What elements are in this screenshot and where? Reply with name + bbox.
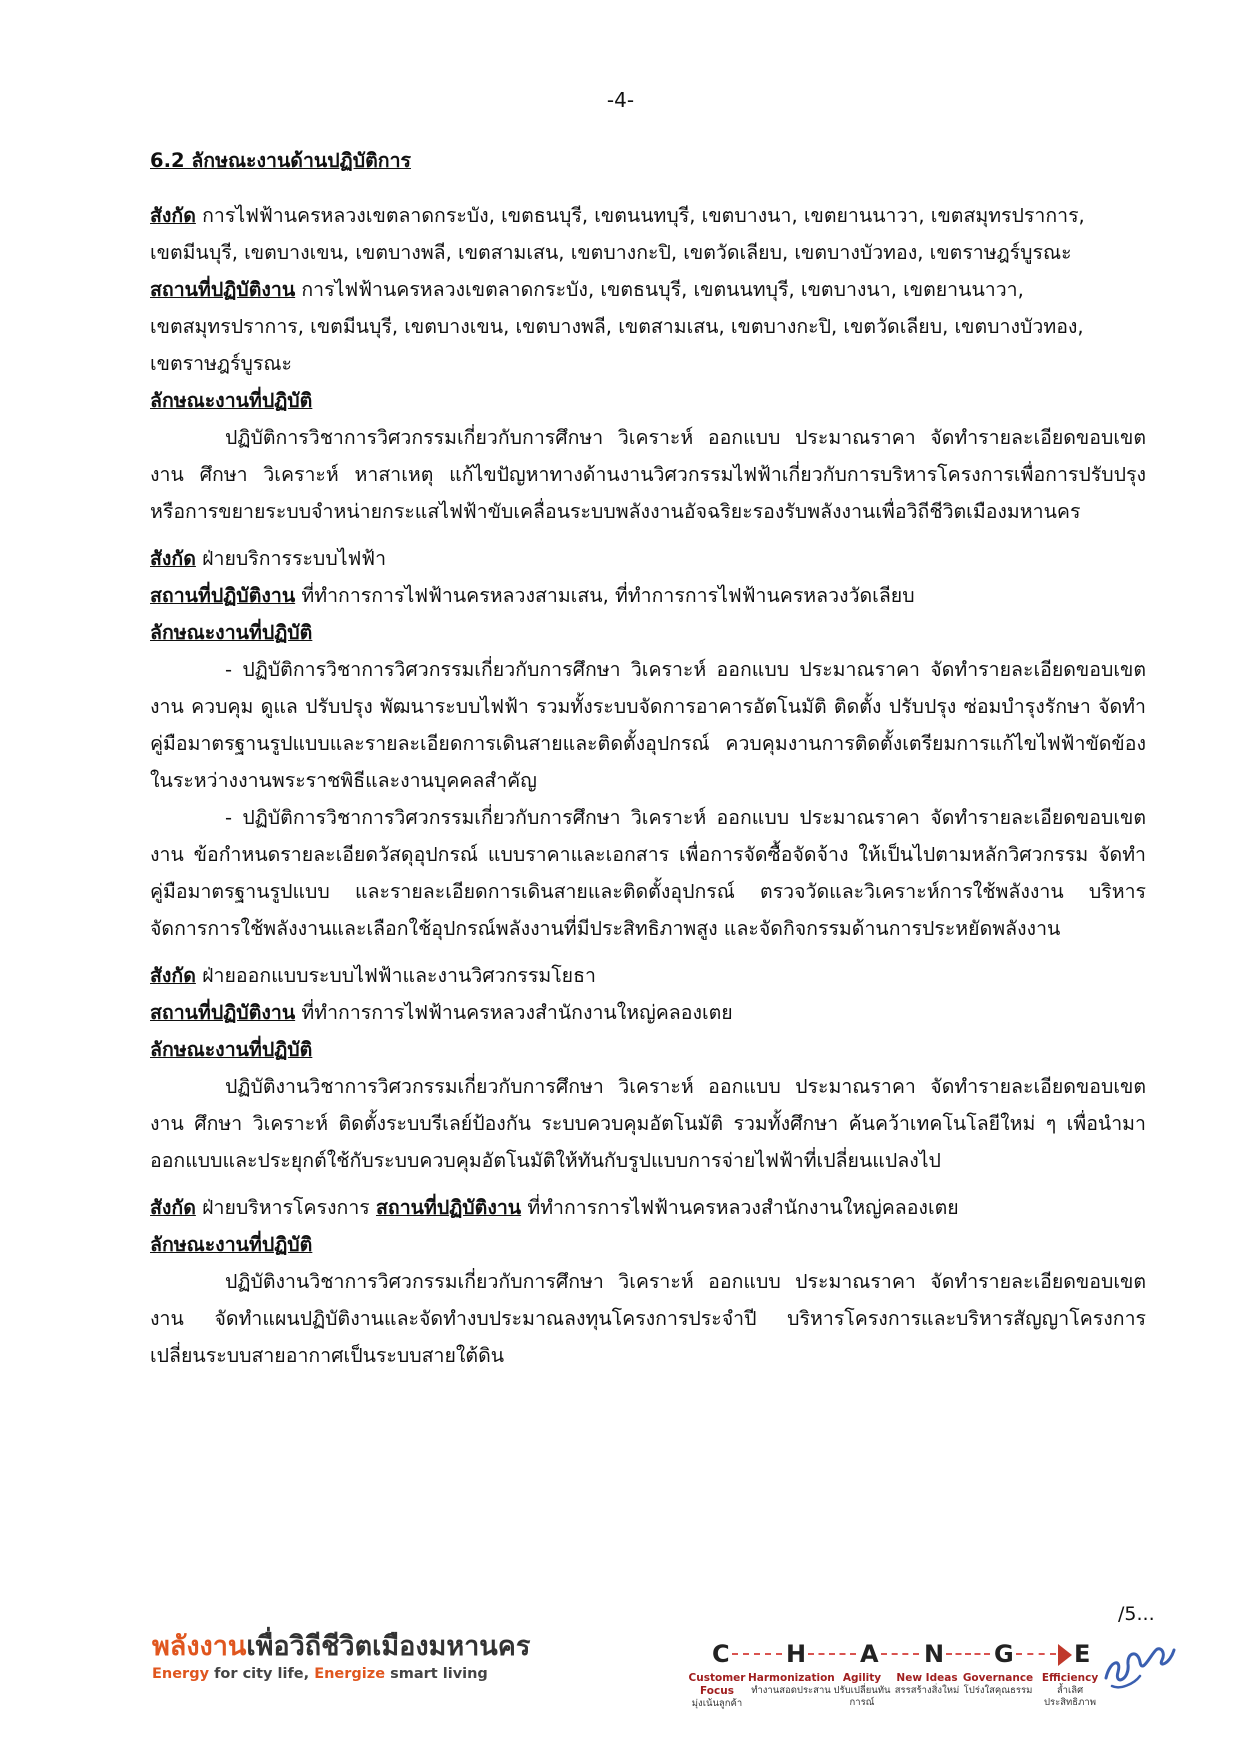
slogan-english-part: smart living xyxy=(385,1666,488,1682)
next-page-marker: /5... xyxy=(1118,1603,1155,1625)
change-value xyxy=(890,1672,964,1697)
change-letter: N xyxy=(924,1640,945,1668)
job-description-text: - ปฏิบัติการวิชาการวิศวกรรมเกี่ยวกับการศึกษา วิเคราะห์ ออกแบบ ประมาณราคา จัดทำรายละเอียดขอบเขตงาน ควบคุม ดูแล ปรับปรุง พัฒนาระบบไฟฟ้า รวมทั้งระบบจัดการอาคารอัตโนมัติ ติดตั้ง ปรับปรุง ซ่อมบำรุงรักษา จัดทำคู่มือมาตรฐานรูปแบบและรายละเอียดการเดินสายและติดตั้งอุปกรณ์ ควบคุมงานการติดตั้งเตรียมการแก้ไขไฟฟ้าขัดข้องในระหว่างงานพระราชพิธีและงานบุคคลสำคัญ xyxy=(150,658,1146,792)
change-value xyxy=(1034,1672,1106,1709)
change-values-logo xyxy=(676,1640,1106,1740)
affiliation-label: สังกัด xyxy=(150,1196,196,1219)
affiliation-line xyxy=(150,1189,1146,1226)
document-body xyxy=(150,142,1146,1374)
change-letter: E xyxy=(1074,1640,1091,1668)
workplace-value: การไฟฟ้านครหลวงเขตลาดกระบัง, เขตธนบุรี, เขตนนทบุรี, เขตบางนา, เขตยานนาวา, xyxy=(295,278,1024,301)
job-description-text: ปฏิบัติงานวิชาการวิศวกรรมเกี่ยวกับการศึกษา วิเคราะห์ ออกแบบ ประมาณราคา จัดทำรายละเอียดขอบเขตงาน ศึกษา วิเคราะห์ ติดตั้งระบบรีเลย์ป้องกัน ระบบควบคุมอัตโนมัติ รวมทั้งศึกษา ค้นคว้าเทคโนโลยีใหม่ ๆ เพื่อนำมาออกแบบและประยุกต์ใช้กับระบบควบคุมอัตโนมัติให้ทันกับรูปแบบการจ่ายไฟฟ้าที่เปลี่ยนแปลงไป xyxy=(150,1075,1146,1172)
change-value-th: โปร่งใสคุณธรรม xyxy=(963,1685,1033,1696)
group-project-management xyxy=(150,1189,1146,1374)
job-description-label: ลักษณะงานที่ปฏิบัติ xyxy=(150,1038,313,1061)
affiliation-value: การไฟฟ้านครหลวงเขตลาดกระบัง, เขตธนบุรี, เขตนนทบุรี, เขตบางนา, เขตยานนาวา, เขตสมุทรปราการ, xyxy=(195,204,1085,227)
affiliation-label: สังกัด xyxy=(150,964,196,987)
page-number: -4- xyxy=(606,88,635,112)
slogan-english-part: Energy xyxy=(152,1666,210,1682)
change-value-en: Agility xyxy=(842,1672,882,1684)
slogan-thai-highlight: พลังงาน xyxy=(152,1631,247,1662)
job-description-label: ลักษณะงานที่ปฏิบัติ xyxy=(150,621,313,644)
change-value-th: ทำงานสอดประสาน xyxy=(751,1685,831,1696)
arrow-icon xyxy=(1058,1644,1072,1666)
job-description-label: ลักษณะงานที่ปฏิบัติ xyxy=(150,1233,313,1256)
workplace-label: สถานที่ปฏิบัติงาน xyxy=(150,584,296,607)
slogan-thai xyxy=(152,1630,530,1664)
affiliation-line xyxy=(150,540,1146,577)
section-title: 6.2 ลักษณะงานด้านปฏิบัติการ xyxy=(150,149,411,172)
change-value-th: สรรสร้างสิ่งใหม่ xyxy=(894,1685,960,1696)
affiliation-value: ฝ่ายออกแบบระบบไฟฟ้าและงานวิศวกรรมโยธา xyxy=(195,964,596,987)
change-letter: H xyxy=(786,1640,807,1668)
workplace-line xyxy=(150,271,1146,308)
footer-slogan xyxy=(152,1630,530,1684)
change-value-en: Harmonization xyxy=(748,1672,835,1684)
job-description-label: ลักษณะงานที่ปฏิบัติ xyxy=(150,389,313,412)
signature-icon xyxy=(1100,1620,1180,1699)
affiliation-line-continued: เขตมีนบุรี, เขตบางเขน, เขตบางพลี, เขตสามเสน, เขตบางกะปิ, เขตวัดเลียบ, เขตบางบัวทอง, เขตราษฎร์บูรณะ xyxy=(150,241,1072,264)
workplace-label: สถานที่ปฏิบัติงาน xyxy=(375,1196,522,1219)
workplace-label: สถานที่ปฏิบัติงาน xyxy=(150,1001,296,1024)
change-value-en: New Ideas xyxy=(896,1672,958,1684)
workplace-value: ที่ทำการการไฟฟ้านครหลวงสำนักงานใหญ่คลองเตย xyxy=(521,1196,959,1219)
workplace-line-continued: เขตสมุทรปราการ, เขตมีนบุรี, เขตบางเขน, เขตบางพลี, เขตสามเสน, เขตบางกะปิ, เขตวัดเลียบ, เขตบางบัวทอง, xyxy=(150,315,1084,338)
change-value-th: มุ่งเน้นลูกค้า xyxy=(691,1698,743,1709)
group-design-civil xyxy=(150,957,1146,1179)
group-electrical-service xyxy=(150,540,1146,947)
affiliation-line xyxy=(150,197,1146,234)
affiliation-line xyxy=(150,957,1146,994)
change-value-en: Governance xyxy=(962,1672,1034,1684)
job-description-text: - ปฏิบัติการวิชาการวิศวกรรมเกี่ยวกับการศึกษา วิเคราะห์ ออกแบบ ประมาณราคา จัดทำรายละเอียดขอบเขตงาน ข้อกำหนดรายละเอียดวัสดุอุปกรณ์ แบบราคาและเอกสาร เพื่อการจัดซื้อจัดจ้าง ให้เป็นไปตามหลักวิศวกรรม จัดทำคู่มือมาตรฐานรูปแบบ และรายละเอียดการเดินสายและติดตั้งอุปกรณ์ ตรวจวัดและวิเคราะห์การใช้พลังงาน บริหารจัดการการใช้พลังงานและเลือกใช้อุปกรณ์พลังงานที่มีประสิทธิภาพสูง และจัดกิจกรรมด้านการประหยัดพลังงาน xyxy=(150,806,1146,940)
job-description-text: ปฏิบัติการวิชาการวิศวกรรมเกี่ยวกับการศึกษา วิเคราะห์ ออกแบบ ประมาณราคา จัดทำรายละเอียดขอบเขตงาน ศึกษา วิเคราะห์ หาสาเหตุ แก้ไขปัญหาทางด้านงานวิศวกรรมไฟฟ้าเกี่ยวกับการบริหารโครงการเพื่อการปรับปรุง หรือการขยายระบบจำหน่ายกระแสไฟฟ้าขับเคลื่อนระบบพลังงานอัจฉริยะรองรับพลังงานเพื่อวิถีชีวิตเมืองมหานคร xyxy=(150,426,1146,523)
change-letter: G xyxy=(994,1640,1014,1668)
workplace-line-continued: เขตราษฎร์บูรณะ xyxy=(150,352,292,375)
slogan-english-part: Energize xyxy=(314,1666,386,1682)
affiliation-value: ฝ่ายบริการระบบไฟฟ้า xyxy=(195,547,387,570)
slogan-thai-rest: เพื่อวิถีชีวิตเมืองมหานคร xyxy=(246,1631,531,1662)
affiliation-value: ฝ่ายบริหารโครงการ xyxy=(195,1196,376,1219)
workplace-value: ที่ทำการการไฟฟ้านครหลวงสำนักงานใหญ่คลองเตย xyxy=(295,1001,733,1024)
change-value xyxy=(958,1672,1038,1697)
affiliation-label: สังกัด xyxy=(150,547,196,570)
workplace-line xyxy=(150,994,1146,1031)
change-letter: A xyxy=(860,1640,879,1668)
affiliation-label: สังกัด xyxy=(150,204,196,227)
change-value-th: ล้ำเลิศประสิทธิภาพ xyxy=(1044,1685,1096,1708)
change-value-en: Efficiency xyxy=(1041,1672,1099,1684)
change-value-th: ปรับเปลี่ยนทันการณ์ xyxy=(833,1685,891,1708)
change-letter: C xyxy=(712,1640,730,1668)
group-district-offices xyxy=(150,197,1146,530)
slogan-english xyxy=(152,1664,530,1684)
change-letters xyxy=(676,1640,1106,1668)
workplace-value: ที่ทำการการไฟฟ้านครหลวงสามเสน, ที่ทำการการไฟฟ้านครหลวงวัดเลียบ xyxy=(295,584,915,607)
job-description-text: ปฏิบัติงานวิชาการวิศวกรรมเกี่ยวกับการศึกษา วิเคราะห์ ออกแบบ ประมาณราคา จัดทำรายละเอียดขอบเขตงาน จัดทำแผนปฏิบัติงานและจัดทำงบประมาณลงทุนโครงการประจำปี บริหารโครงการและบริหารสัญญาโครงการเปลี่ยนระบบสายอากาศเป็นระบบสายใต้ดิน xyxy=(150,1270,1146,1367)
slogan-english-part: for city life, xyxy=(209,1666,315,1682)
change-value-en: Customer Focus xyxy=(688,1672,746,1697)
workplace-line xyxy=(150,577,1146,614)
workplace-label: สถานที่ปฏิบัติงาน xyxy=(150,278,296,301)
